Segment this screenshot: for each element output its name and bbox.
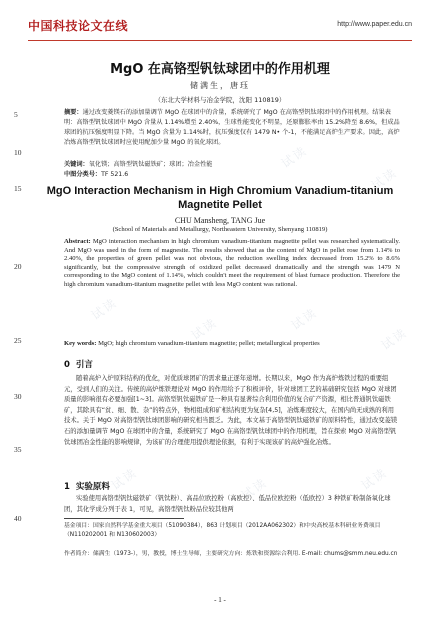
line-number: 30 <box>14 392 22 401</box>
section-heading-1 <box>64 480 110 492</box>
site-url-link[interactable]: http://www.paper.edu.cn <box>337 21 412 28</box>
clc-cn-label: 中图分类号： <box>64 171 102 178</box>
watermark: 试读 <box>378 325 410 353</box>
abstract-cn-text: 通过改变菱镁石的添加量调节 MgO 在球团中的含量，系统研究了 MgO 在高铬型钒钛球团中的作用机理。结果表明：高铬型钒钛球团中 MgO 含量从 1.14%增至 2.40%，生球性能变化不明显，还原膨胀率由 15.2%降至 8.6%，但成品球团的抗压强度明显下降。当 MgO 含量为 1.14%时，抗压强度仅有 1479 N• 个-1，不能满足高炉生产要求。因此，高炉冶炼高铬型钒钛球团时应使用配加少量 MgO 的氧化球团。 <box>64 109 400 146</box>
abstract-cn-label: 摘要： <box>64 109 83 116</box>
line-number: 10 <box>14 148 22 157</box>
abstract-en <box>64 238 400 290</box>
line-number: 40 <box>14 514 22 523</box>
page-number: - 1 - <box>214 596 226 604</box>
abstract-en-label: Abstract: <box>64 238 91 245</box>
section-number: 0 <box>64 360 70 370</box>
title-en: MgO Interaction Mechanism in High Chromium Vanadium-titanium Magnetite Pellet <box>46 185 394 211</box>
intro-paragraph: 随着高炉入炉原料结构的优化，对优质球团矿的需求量正逐年递增。长期以来，MgO 作为高炉炼铁过程的重要组元，受到人们的关注。传统的高炉炼铁理论对 MgO 的作用给予了积极评价，针对球团工艺的基础研究包括 MgO 对球团质量的影响很有必要加强[1~3]。高铬型钒钛磁铁矿是一种具有显著综合利用价值的复合矿产资源，相比普通钒钛磁铁矿，其除具有“贫、细、散、杂”的特点外，物相组成和矿相结构更为复杂[4,5]，冶炼难度较大，在国内尚无成熟的利用技术。关于 MgO 对高铬型钒钛球团影响的研究相当匮乏。为此，本文基于高铬型钒钛磁铁矿的原料特性，通过改变菱镁石的添加量调节 MgO 在球团中的含量，系统研究了 MgO 在高铬型钒钛球团中的作用机理，旨在探索 MgO 对高铬型钒钛球团冶金性能的影响规律，为该矿的合理使用提供理论依据，有利于实现该矿的高炉强化冶炼。 <box>64 375 398 446</box>
footnote-funding: 基金项目：国家自然科学基金重大项目（51090384），863 计划项目（2012AA062302）和中央高校基本科研业务费项目（N110202001 和 N130602003） <box>64 523 381 538</box>
footnote-divider <box>64 518 184 519</box>
page-header <box>28 14 412 41</box>
watermark: 试读 <box>108 465 140 493</box>
authors-cn: 储满生，唐珏 <box>190 81 250 90</box>
keywords-cn-text: 氧化镁；高铬型钒钛磁铁矿；球团；冶金性能 <box>88 161 213 168</box>
affiliation-cn: （东北大学材料与冶金学院，沈阳 110819） <box>154 96 286 104</box>
keywords-cn <box>64 160 400 170</box>
title-cn: MgO 在高铬型钒钛球团中的作用机理 <box>110 62 330 77</box>
watermark: 试读 <box>238 475 270 503</box>
authors-en: CHU Mansheng, TANG Jue <box>174 216 266 225</box>
abstract-en-text: MgO interaction mechanism in high chromium vanadium-titanium magnetite pellet was researched systematically. And MgO was used in the form of magnesite. The results showed that as the content of MgO in pellet rose from 1.14% to 2.40%, the properties of green pellet was not obvious, the reduction swelling index decreased from 15.2% to 8.6% significantly, but the compressive strength of oxidized pellet decreased dramatically and the strength was 1479 N corresponding to the MgO content of 1.14%, which couldn't meet the requirement of blast furnace production. Therefore the high chromium vanadium-titanium magnetite pellet with less MgO content was rational. <box>64 238 400 288</box>
section-number: 1 <box>64 482 70 492</box>
line-number: 20 <box>14 262 22 271</box>
watermark: 试读 <box>288 305 320 333</box>
section-heading-0 <box>64 358 93 370</box>
abstract-cn <box>64 108 400 148</box>
footnote-author: 作者简介：储满生（1973-），男，教授，博士生导师，主要研究方向：炼铁和资源综合利用. E-mail: chums@smm.neu.edu.cn <box>64 551 398 557</box>
clc-cn-text: TF 521.6 <box>101 171 129 178</box>
watermark: 试读 <box>358 465 390 493</box>
section-title: 引言 <box>75 360 93 370</box>
watermark: 试读 <box>368 165 400 193</box>
watermark: 试读 <box>188 315 220 343</box>
keywords-en-label: Key words: <box>64 340 97 347</box>
line-number: 35 <box>14 445 22 454</box>
materials-paragraph: 实验使用高铬型钒钛磁铁矿（钒钛粉）、高品位欧控粉（高欧控）、低品位欧控粉（低欧控）3 种铁矿粉制备氧化球团，其化学成分列于表 1，可见，高铬型钒钛粉品位较其他两 <box>64 495 391 513</box>
section-title: 实验原料 <box>75 482 110 492</box>
affiliation-en: (School of Materials and Metallurgy, Northeastern University, Shenyang 110819) <box>112 226 328 233</box>
keywords-cn-label: 关键词： <box>64 161 89 168</box>
watermark: 试读 <box>88 295 120 323</box>
keywords-en-text: MgO; high chromium vanadium-titanium magnetite; pellet; metallurgical properties <box>96 340 320 347</box>
keywords-en <box>64 340 400 349</box>
watermark: 试读 <box>278 143 310 171</box>
clc-cn <box>64 170 400 180</box>
line-number: 15 <box>14 184 22 193</box>
line-number: 5 <box>14 110 18 119</box>
line-number: 25 <box>14 336 22 345</box>
site-logo[interactable]: 中国科技论文在线 <box>28 19 129 33</box>
